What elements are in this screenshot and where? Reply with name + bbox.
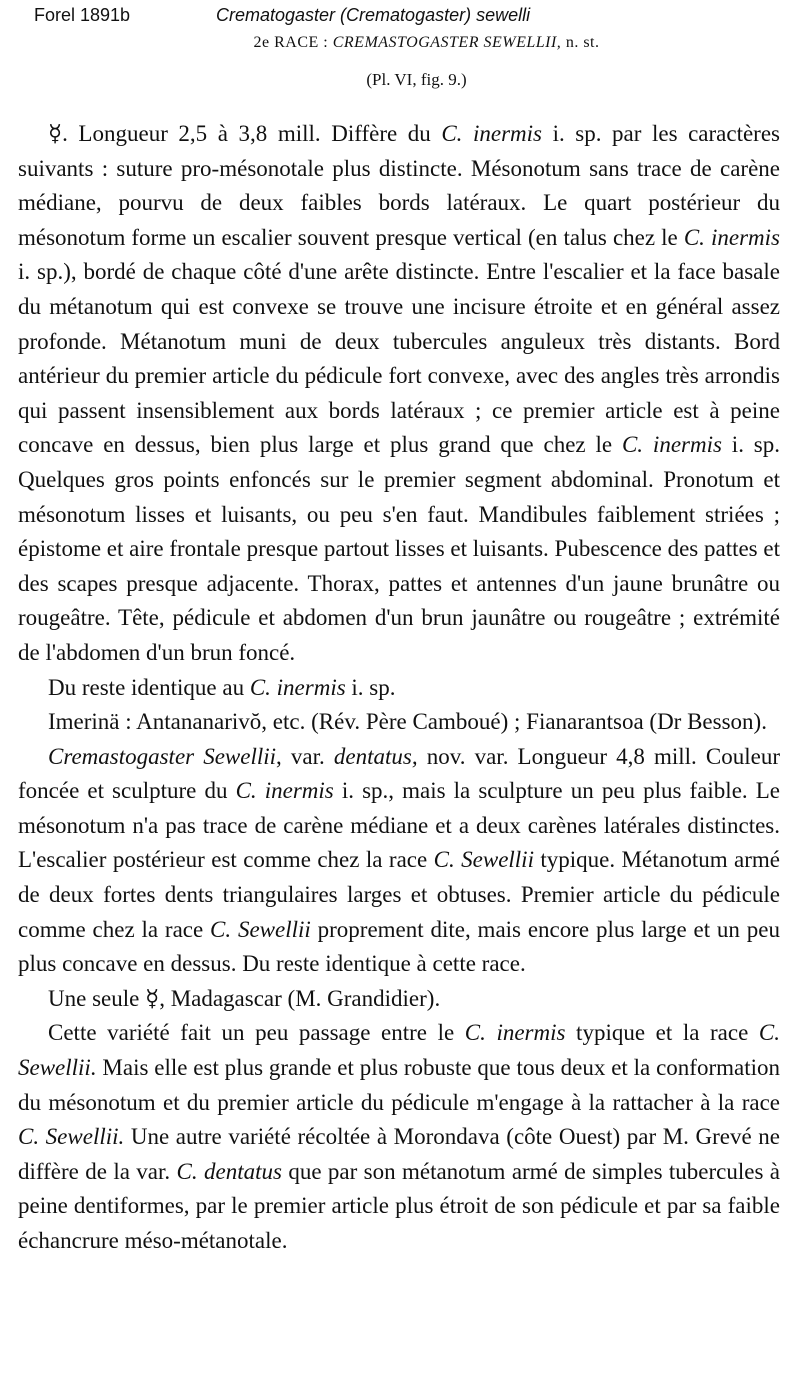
text-run: proprement dite, mais encore plus large et un peu plus concave en dessus. Du reste identique à cette race. [18, 916, 780, 977]
paragraph-var-dentatus [18, 740, 780, 982]
paragraph-identical [18, 671, 780, 706]
race-subtitle [0, 32, 793, 54]
text-run: i. sp. [345, 674, 396, 700]
subtitle-prefix: 2e RACE : [253, 34, 333, 51]
paragraph-specimen: Une seule ☿, Madagascar (M. Grandidier). [48, 985, 441, 1011]
text-run: i. sp.), bordé de chaque côté d'une arête distincte. Entre l'escalier et la face basale du métanotum qui est convexe se trouve une incisure étroite et en général assez profonde. Métanotum muni de deux tubercules anguleux très distants. Bord antérieur du premier article du pédicule fort convexe, avec des angles très arrondis qui passent insensiblement aux bords latéraux ; ce premier article est à peine concave en dessus, bien plus large et plus grand que chez le [18, 259, 780, 458]
text-run: i. sp. Quelques gros points enfoncés sur le premier segment abdominal. Pronotum et mésonotum lisses et luisants, ou peu s'en faut. Mandibules faiblement striées ; épistome et aire frontale presque partout lisses et luisants. Pubescence des pattes et des scapes presque adjacente. Thorax, pattes et antennes d'un jaune brunâtre ou rougeâtre. Tête, pédicule et abdomen d'un brun jaunâtre ou rougeâtre ; extrémité de l'abdomen d'un brun foncé. [18, 432, 781, 665]
text-run: typique. Métanotum armé de deux fortes dents triangulaires larges et obtuses. Premier article du pédicule comme chez la race [18, 847, 780, 942]
taxon-name: C. inermis [235, 778, 334, 804]
text-run: , var. [276, 743, 334, 769]
subtitle-suffix: n. st. [561, 34, 600, 51]
text-run: que par son métanotum armé de simples tubercules à peine dentiformes, par le premier article plus étroit de son pédicule et par sa faible échancrure méso-métanotale. [18, 1158, 780, 1253]
plate-reference: (Pl. VI, fig. 9.) [366, 70, 467, 89]
paragraph-worker-description [18, 117, 780, 671]
taxon-name: C. inermis [249, 674, 346, 700]
text-run: Du reste identique au [48, 674, 250, 700]
paragraph-variety-notes [18, 1016, 780, 1258]
text-run: i. sp., mais la sculpture un peu plus faible. Le mésonotum n'a pas trace de carène médiane et a deux carènes latérales distinctes. L'escalier postérieur est comme chez la race [18, 778, 780, 873]
text-run: Mais elle est plus grande et plus robuste que tous deux et la conformation du mésonotum et du premier article du pédicule m'engage à la rattacher à la race [18, 1055, 780, 1115]
text-run: Cette variété fait un peu passage entre le [48, 1020, 465, 1046]
taxon-name: C. inermis [464, 1020, 566, 1046]
taxon-name: dentatus, [333, 743, 418, 769]
subtitle-name: CREMASTOGASTER SEWELLII, [332, 34, 562, 51]
taxon-name: C. Sewellii. [18, 1020, 780, 1081]
page-header [0, 0, 793, 30]
header-taxon: Crematogaster (Crematogaster) sewelli [216, 5, 531, 25]
text-run: nov. var. Longueur 4,8 mill. Couleur foncée et sculpture du [18, 743, 780, 804]
header-author: Forel 1891b [34, 5, 131, 25]
taxon-name: C. inermis [441, 121, 542, 146]
text-run: ☿. Longueur 2,5 à 3,8 mill. Diffère du [48, 121, 442, 146]
text-run: Une autre variété récoltée à Morondava (côte Ouest) par M. Grevé ne diffère de la var. [18, 1124, 780, 1184]
taxon-name: C. Sewellii [433, 847, 534, 873]
text-run: i. sp. par les caractères suivants : suture pro-mésonotale plus distincte. Mésonotum sans trace de carène médiane, pourvu de deux faibles bords latéraux. Le quart postérieur du mésonotum forme un escalier souvent presque vertical (en talus chez le [18, 121, 781, 250]
taxon-name: C. inermis [621, 432, 722, 458]
body-text [18, 117, 780, 1259]
paragraph-localities: Imerinä : Antananarivŏ, etc. (Rév. Père Camboué) ; Fianarantsoa (Dr Besson). [48, 709, 767, 735]
taxon-name: C. dentatus [176, 1158, 282, 1184]
taxon-name: Cremastogaster Sewellii [48, 743, 277, 769]
text-run: typique et la race [565, 1020, 759, 1046]
taxon-name: C. inermis [683, 224, 780, 250]
taxon-name: C. Sewellii [210, 916, 311, 942]
taxon-name: C. Sewellii. [18, 1124, 125, 1150]
